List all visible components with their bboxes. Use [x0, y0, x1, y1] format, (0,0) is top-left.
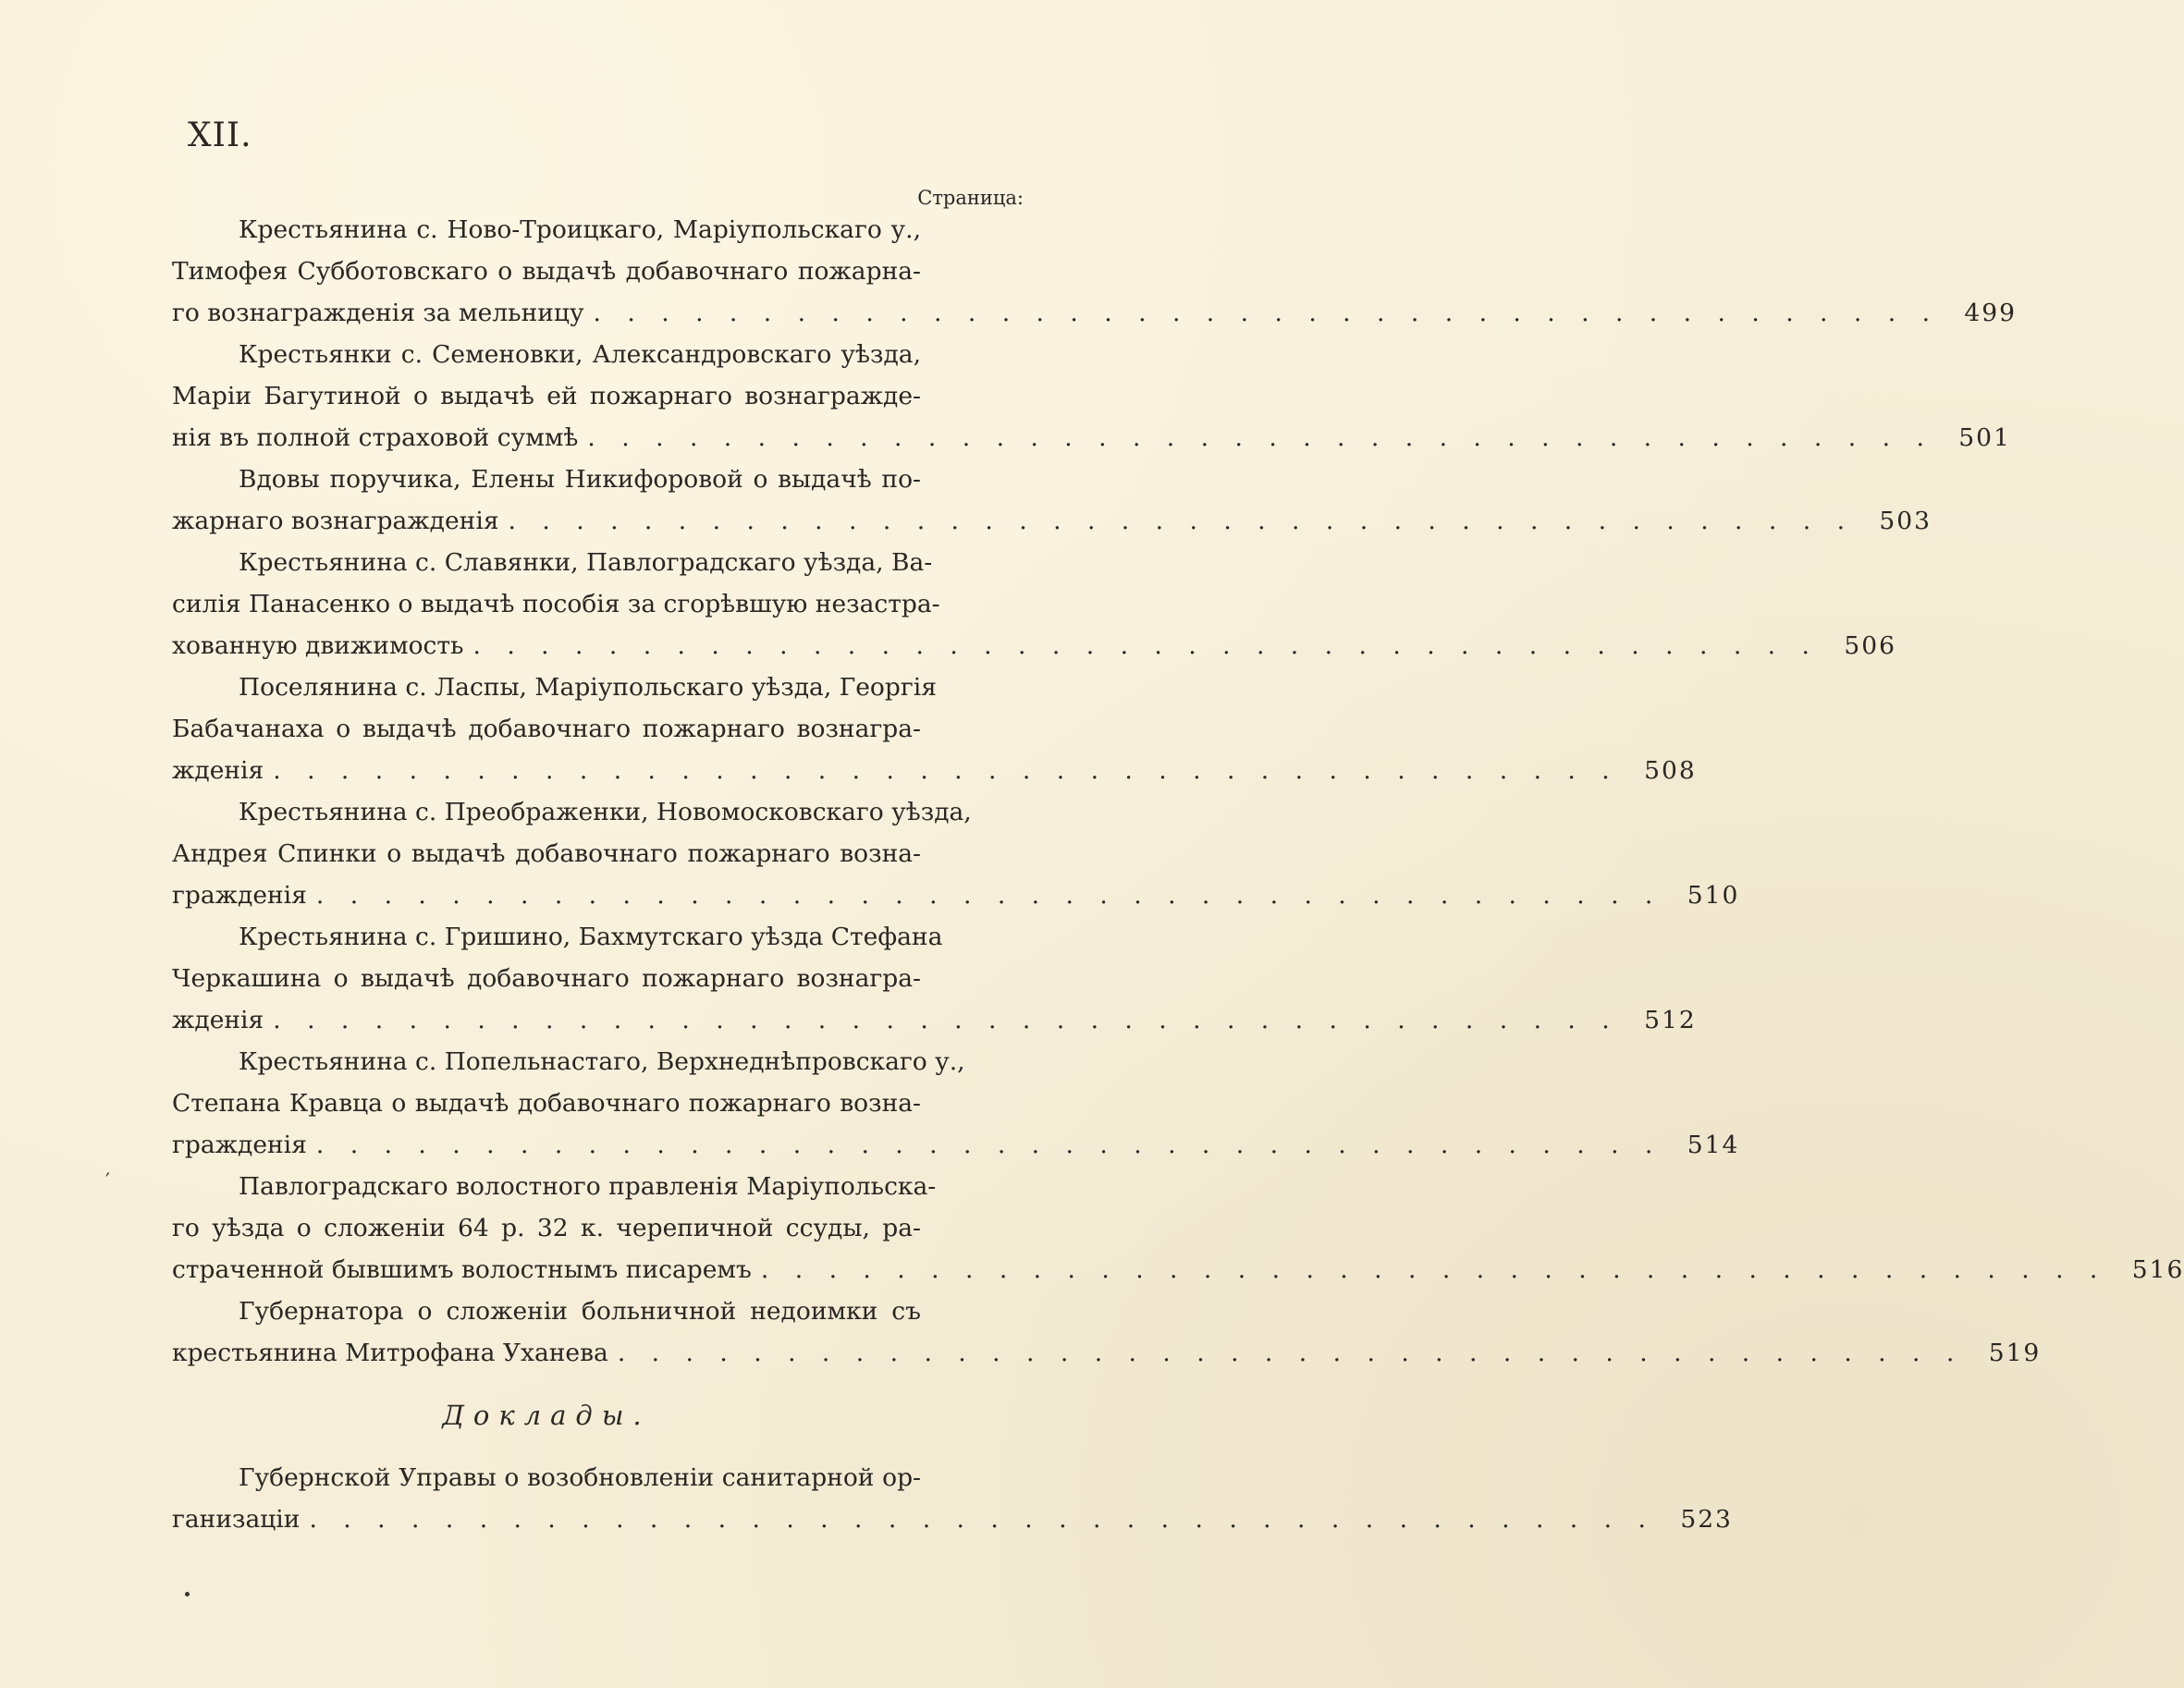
toc-entry [172, 334, 2011, 459]
toc-entry-line [172, 833, 1023, 875]
toc-entry-text: Бабачанаха о выдачѣ добавочнаго пожарнаго вознагра- [172, 715, 921, 743]
toc-entry-last-line [172, 750, 1697, 791]
toc-entry-last-line [172, 1124, 1740, 1166]
toc-entry-line [172, 1457, 1023, 1498]
toc-entry-page-number: 508 [1644, 756, 1697, 785]
toc-entry [172, 209, 2018, 334]
toc-entry-last-line [172, 999, 1697, 1041]
toc-entry [172, 542, 1896, 667]
toc-entry-text: Крестьянина с. Славянки, Павлоградскаго уѣзда, Ва- [239, 548, 933, 577]
leader-dots: . . . . . . . . . . . . . . . . . . . . . . . . . . . . . . . . . . . . . . . . [508, 507, 1855, 535]
toc-entry-last-line [172, 1498, 1733, 1540]
toc-entry-text: Крестьянина с. Гришино, Бахмутскаго уѣзда Стефана [239, 923, 943, 951]
leader-dots: . . . . . . . . . . . . . . . . . . . . . . . . . . . . . . . . . . . . . . . . [593, 299, 1940, 327]
toc-entry-last-line [172, 875, 1740, 916]
toc-entry-text: гражденія [172, 881, 307, 910]
toc-entry [172, 1166, 2184, 1290]
toc-entry-page-number: 514 [1687, 1131, 1740, 1159]
toc-entry-text: Поселянина с. Ласпы, Маріупольскаго уѣзда, Георгія [239, 673, 937, 702]
toc-entry-last-line [172, 1249, 2184, 1290]
toc-entry-line [172, 1207, 1023, 1249]
toc-entry-line [172, 667, 1023, 708]
toc-entry-text: Крестьянина с. Ново-Троицкаго, Маріупольскаго у., [239, 215, 921, 244]
leader-dots: . . . . . . . . . . . . . . . . . . . . . . . . . . . . . . . . . . . . . . . . [760, 1255, 2107, 1284]
toc-entry-line [172, 209, 1023, 251]
toc-entry-page-number: 516 [2131, 1255, 2184, 1284]
toc-entry-text: Губернатора о сложеніи больничной недоимки съ [239, 1297, 921, 1326]
toc-entry-text: гражденія [172, 1131, 307, 1159]
leader-dots: . . . . . . . . . . . . . . . . . . . . . . . . . . . . . . . . . . . . . . . . [273, 1006, 1619, 1034]
toc-entry-line [172, 708, 1023, 750]
toc-entry-text: Крестьянки с. Семеновки, Александровскаго уѣзда, [239, 340, 921, 369]
toc-entry [172, 459, 1932, 542]
toc-entry [172, 667, 1697, 791]
toc-entries [172, 209, 2184, 1540]
section-toc-list [172, 1457, 1733, 1540]
toc-entry-line [172, 583, 1023, 625]
page-number: XII. [188, 116, 252, 154]
toc-entry-text: Андрея Спинки о выдачѣ добавочнаго пожарнаго возна- [172, 839, 921, 868]
margin-dot [185, 1592, 190, 1596]
toc-entry [172, 1457, 1733, 1540]
section-heading: Доклады. [442, 1400, 651, 1431]
toc-entry-text: силія Панасенко о выдачѣ пособія за сгорѣвшую незастра- [172, 590, 940, 618]
toc-entry-text: Черкашина о выдачѣ добавочнаго пожарнаго вознагра- [172, 964, 921, 993]
toc-entry [172, 791, 1740, 916]
toc-entry-text: жденія [172, 756, 264, 785]
toc-entry-last-line [172, 292, 2018, 334]
toc-entry-line [172, 459, 1023, 500]
toc-entry-text: жденія [172, 1006, 264, 1034]
column-header-page: Страница: [917, 187, 1024, 209]
toc-entry-page-number: 510 [1687, 881, 1740, 910]
margin-mark: ′ [105, 1170, 110, 1193]
leader-dots: . . . . . . . . . . . . . . . . . . . . . . . . . . . . . . . . . . . . . . . . [273, 756, 1619, 785]
leader-dots: . . . . . . . . . . . . . . . . . . . . . . . . . . . . . . . . . . . . . . . . [587, 423, 1933, 452]
toc-entry-line [172, 334, 1023, 375]
toc-entry-last-line [172, 417, 2011, 459]
toc-entry-line [172, 1166, 1023, 1207]
toc-entry-line [172, 791, 1023, 833]
toc-entry-text: Павлоградскаго волостного правленія Маріупольска- [239, 1172, 937, 1201]
toc-entry-text: Губернской Управы о возобновленіи санитарной ор- [239, 1463, 921, 1492]
leader-dots: . . . . . . . . . . . . . . . . . . . . . . . . . . . . . . . . . . . . . . . . [309, 1505, 1655, 1534]
toc-entry-text: страченной бывшимъ волостнымъ писаремъ [172, 1255, 752, 1284]
toc-entry-line [172, 958, 1023, 999]
toc-entry-text: Крестьянина с. Попельнастаго, Верхнеднѣпровскаго у., [239, 1047, 965, 1076]
toc-entry-last-line [172, 1332, 2042, 1374]
toc-entry-line [172, 1290, 1023, 1332]
toc-entry-page-number: 499 [1964, 299, 2018, 327]
toc-entry-page-number: 503 [1879, 507, 1932, 535]
toc-entry-text: Крестьянина с. Преображенки, Новомосковскаго уѣзда, [239, 798, 972, 826]
toc-entry-last-line [172, 500, 1932, 542]
toc-entry-text: го уѣзда о сложеніи 64 р. 32 к. черепичной ссуды, ра- [172, 1214, 921, 1242]
toc-entry-text: Маріи Багутиной о выдачѣ ей пожарнаго вознагражде- [172, 382, 921, 410]
toc-entry-text: Тимофея Субботовскаго о выдачѣ добавочнаго пожарна- [172, 257, 921, 286]
toc-entry-page-number: 506 [1844, 631, 1896, 660]
toc-entry-line [172, 916, 1023, 958]
leader-dots: . . . . . . . . . . . . . . . . . . . . . . . . . . . . . . . . . . . . . . . . [315, 881, 1663, 910]
toc-entry-text: крестьянина Митрофана Уханева [172, 1339, 608, 1367]
leader-dots: . . . . . . . . . . . . . . . . . . . . . . . . . . . . . . . . . . . . . . . . [617, 1339, 1964, 1367]
toc-entry-line [172, 251, 1023, 292]
toc-entry-page-number: 512 [1644, 1006, 1697, 1034]
toc-entry-text: нія въ полной страховой суммѣ [172, 423, 579, 452]
toc-entry-text: го вознагражденія за мельницу [172, 299, 584, 327]
toc-entry-page-number: 519 [1988, 1339, 2042, 1367]
toc-entry-last-line [172, 625, 1896, 667]
toc-entry-page-number: 501 [1958, 423, 2011, 452]
leader-dots: . . . . . . . . . . . . . . . . . . . . . . . . . . . . . . . . . . . . . . . . [315, 1131, 1663, 1159]
toc-entry [172, 1290, 2042, 1374]
toc-entry [172, 916, 1697, 1041]
toc-entry-text: хованную движимость [172, 631, 464, 660]
toc-entry-line [172, 542, 1023, 583]
toc-entry-line [172, 1041, 1023, 1083]
toc-entry-text: ганизаціи [172, 1505, 301, 1534]
leader-dots: . . . . . . . . . . . . . . . . . . . . . . . . . . . . . . . . . . . . . . . . [472, 631, 1819, 660]
toc-entry-line [172, 1083, 1023, 1124]
toc-entry-page-number: 523 [1680, 1505, 1733, 1534]
toc-entry-text: Вдовы поручика, Елены Никифоровой о выдачѣ по- [239, 465, 921, 494]
toc-list [172, 209, 2184, 1374]
toc-entry-text: Степана Кравца о выдачѣ добавочнаго пожарнаго возна- [172, 1089, 921, 1118]
toc-entry-line [172, 375, 1023, 417]
toc-entry [172, 1041, 1740, 1166]
toc-entry-text: жарнаго вознагражденія [172, 507, 499, 535]
